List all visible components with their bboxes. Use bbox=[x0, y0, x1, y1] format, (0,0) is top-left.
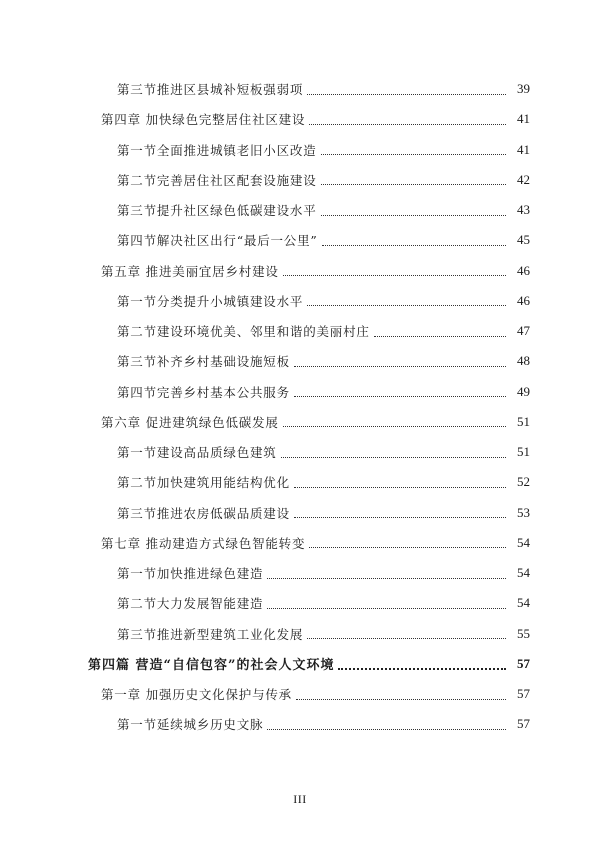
toc-dot-leader bbox=[338, 668, 506, 670]
toc-section-entry[interactable] bbox=[0, 558, 600, 588]
toc-entry-page: 47 bbox=[517, 323, 530, 339]
table-of-contents bbox=[0, 74, 600, 740]
toc-entry-page: 42 bbox=[517, 171, 530, 187]
toc-dot-leader bbox=[307, 305, 506, 306]
toc-section-entry[interactable] bbox=[0, 467, 600, 497]
toc-section-entry[interactable] bbox=[0, 135, 600, 165]
toc-entry-page: 41 bbox=[517, 141, 530, 157]
toc-dot-leader bbox=[294, 366, 506, 367]
toc-dot-leader bbox=[374, 336, 506, 337]
toc-entry-title: 第二节完善居住社区配套设施建设 bbox=[117, 172, 317, 188]
toc-entry-page: 52 bbox=[517, 474, 530, 490]
toc-entry-title: 第三节推进区县城补短板强弱项 bbox=[117, 82, 304, 98]
toc-entry-page: 54 bbox=[517, 534, 530, 550]
toc-entry-page: 51 bbox=[517, 413, 530, 429]
toc-chapter-entry[interactable] bbox=[0, 528, 600, 558]
toc-entry-page: 53 bbox=[517, 504, 530, 520]
toc-dot-leader bbox=[307, 638, 506, 639]
toc-entry-title: 第一节分类提升小城镇建设水平 bbox=[117, 293, 304, 309]
toc-entry-title: 第二节大力发展智能建造 bbox=[117, 596, 264, 612]
toc-entry-title: 第一章 加强历史文化保护与传承 bbox=[101, 687, 292, 703]
toc-dot-leader bbox=[294, 396, 506, 397]
toc-entry-page: 39 bbox=[517, 81, 530, 97]
toc-dot-leader bbox=[322, 245, 506, 246]
toc-chapter-entry[interactable] bbox=[0, 407, 600, 437]
toc-section-entry[interactable] bbox=[0, 437, 600, 467]
toc-entry-title: 第四节完善乡村基本公共服务 bbox=[117, 384, 290, 400]
toc-dot-leader bbox=[294, 517, 506, 518]
toc-entry-title: 第一节全面推进城镇老旧小区改造 bbox=[117, 142, 317, 158]
toc-dot-leader bbox=[307, 94, 506, 95]
toc-entry-title: 第一节建设高品质绿色建筑 bbox=[117, 445, 277, 461]
toc-dot-leader bbox=[267, 608, 506, 609]
toc-dot-leader bbox=[321, 184, 506, 185]
toc-dot-leader bbox=[294, 487, 506, 488]
toc-entry-page: 54 bbox=[517, 595, 530, 611]
toc-section-entry[interactable] bbox=[0, 377, 600, 407]
toc-entry-title: 第五章 推进美丽宜居乡村建设 bbox=[101, 263, 279, 279]
toc-entry-page: 46 bbox=[517, 292, 530, 308]
toc-entry-page: 57 bbox=[517, 686, 530, 702]
toc-entry-page: 41 bbox=[517, 111, 530, 127]
toc-section-entry[interactable] bbox=[0, 165, 600, 195]
toc-section-entry[interactable] bbox=[0, 619, 600, 649]
toc-entry-page: 57 bbox=[517, 655, 530, 671]
toc-dot-leader bbox=[321, 154, 506, 155]
toc-section-entry[interactable] bbox=[0, 588, 600, 618]
toc-entry-title: 第一节加快推进绿色建造 bbox=[117, 566, 264, 582]
toc-entry-page: 57 bbox=[517, 716, 530, 732]
toc-entry-page: 54 bbox=[517, 565, 530, 581]
toc-entry-title: 第六章 促进建筑绿色低碳发展 bbox=[101, 414, 279, 430]
toc-chapter-entry[interactable] bbox=[0, 104, 600, 134]
toc-entry-title: 第七章 推动建造方式绿色智能转变 bbox=[101, 535, 306, 551]
toc-entry-page: 48 bbox=[517, 353, 530, 369]
toc-section-entry[interactable] bbox=[0, 195, 600, 225]
toc-entry-page: 45 bbox=[517, 232, 530, 248]
toc-entry-title: 第二节加快建筑用能结构优化 bbox=[117, 475, 290, 491]
toc-entry-page: 43 bbox=[517, 202, 530, 218]
toc-dot-leader bbox=[309, 124, 506, 125]
toc-section-entry[interactable] bbox=[0, 346, 600, 376]
toc-entry-title: 第三节推进新型建筑工业化发展 bbox=[117, 626, 304, 642]
toc-dot-leader bbox=[267, 729, 506, 730]
toc-dot-leader bbox=[267, 578, 506, 579]
toc-entry-page: 51 bbox=[517, 444, 530, 460]
toc-dot-leader bbox=[283, 426, 506, 427]
toc-entry-title: 第四章 加快绿色完整居住社区建设 bbox=[101, 112, 306, 128]
toc-entry-page: 55 bbox=[517, 625, 530, 641]
toc-entry-title: 第四篇 营造“自信包容”的社会人文环境 bbox=[88, 658, 335, 674]
toc-entry-title: 第二节建设环境优美、邻里和谐的美丽村庄 bbox=[117, 324, 370, 340]
toc-section-entry[interactable] bbox=[0, 74, 600, 104]
toc-entry-title: 第四节解决社区出行“最后一公里” bbox=[117, 233, 318, 249]
toc-entry-page: 46 bbox=[517, 262, 530, 278]
toc-dot-leader bbox=[321, 215, 506, 216]
toc-chapter-entry[interactable] bbox=[0, 679, 600, 709]
toc-section-entry[interactable] bbox=[0, 316, 600, 346]
toc-dot-leader bbox=[296, 699, 506, 700]
toc-entry-title: 第一节延续城乡历史文脉 bbox=[117, 717, 264, 733]
page-number: III bbox=[293, 792, 307, 806]
toc-entry-title: 第三节补齐乡村基础设施短板 bbox=[117, 354, 290, 370]
toc-section-entry[interactable] bbox=[0, 709, 600, 739]
toc-section-entry[interactable] bbox=[0, 286, 600, 316]
toc-entry-title: 第三节提升社区绿色低碳建设水平 bbox=[117, 203, 317, 219]
toc-dot-leader bbox=[281, 457, 506, 458]
toc-dot-leader bbox=[283, 275, 506, 276]
toc-entry-page: 49 bbox=[517, 383, 530, 399]
toc-chapter-entry[interactable] bbox=[0, 256, 600, 286]
toc-part-entry[interactable] bbox=[0, 649, 600, 679]
toc-dot-leader bbox=[309, 547, 506, 548]
toc-section-entry[interactable] bbox=[0, 225, 600, 255]
toc-section-entry[interactable] bbox=[0, 498, 600, 528]
toc-entry-title: 第三节推进农房低碳品质建设 bbox=[117, 505, 290, 521]
